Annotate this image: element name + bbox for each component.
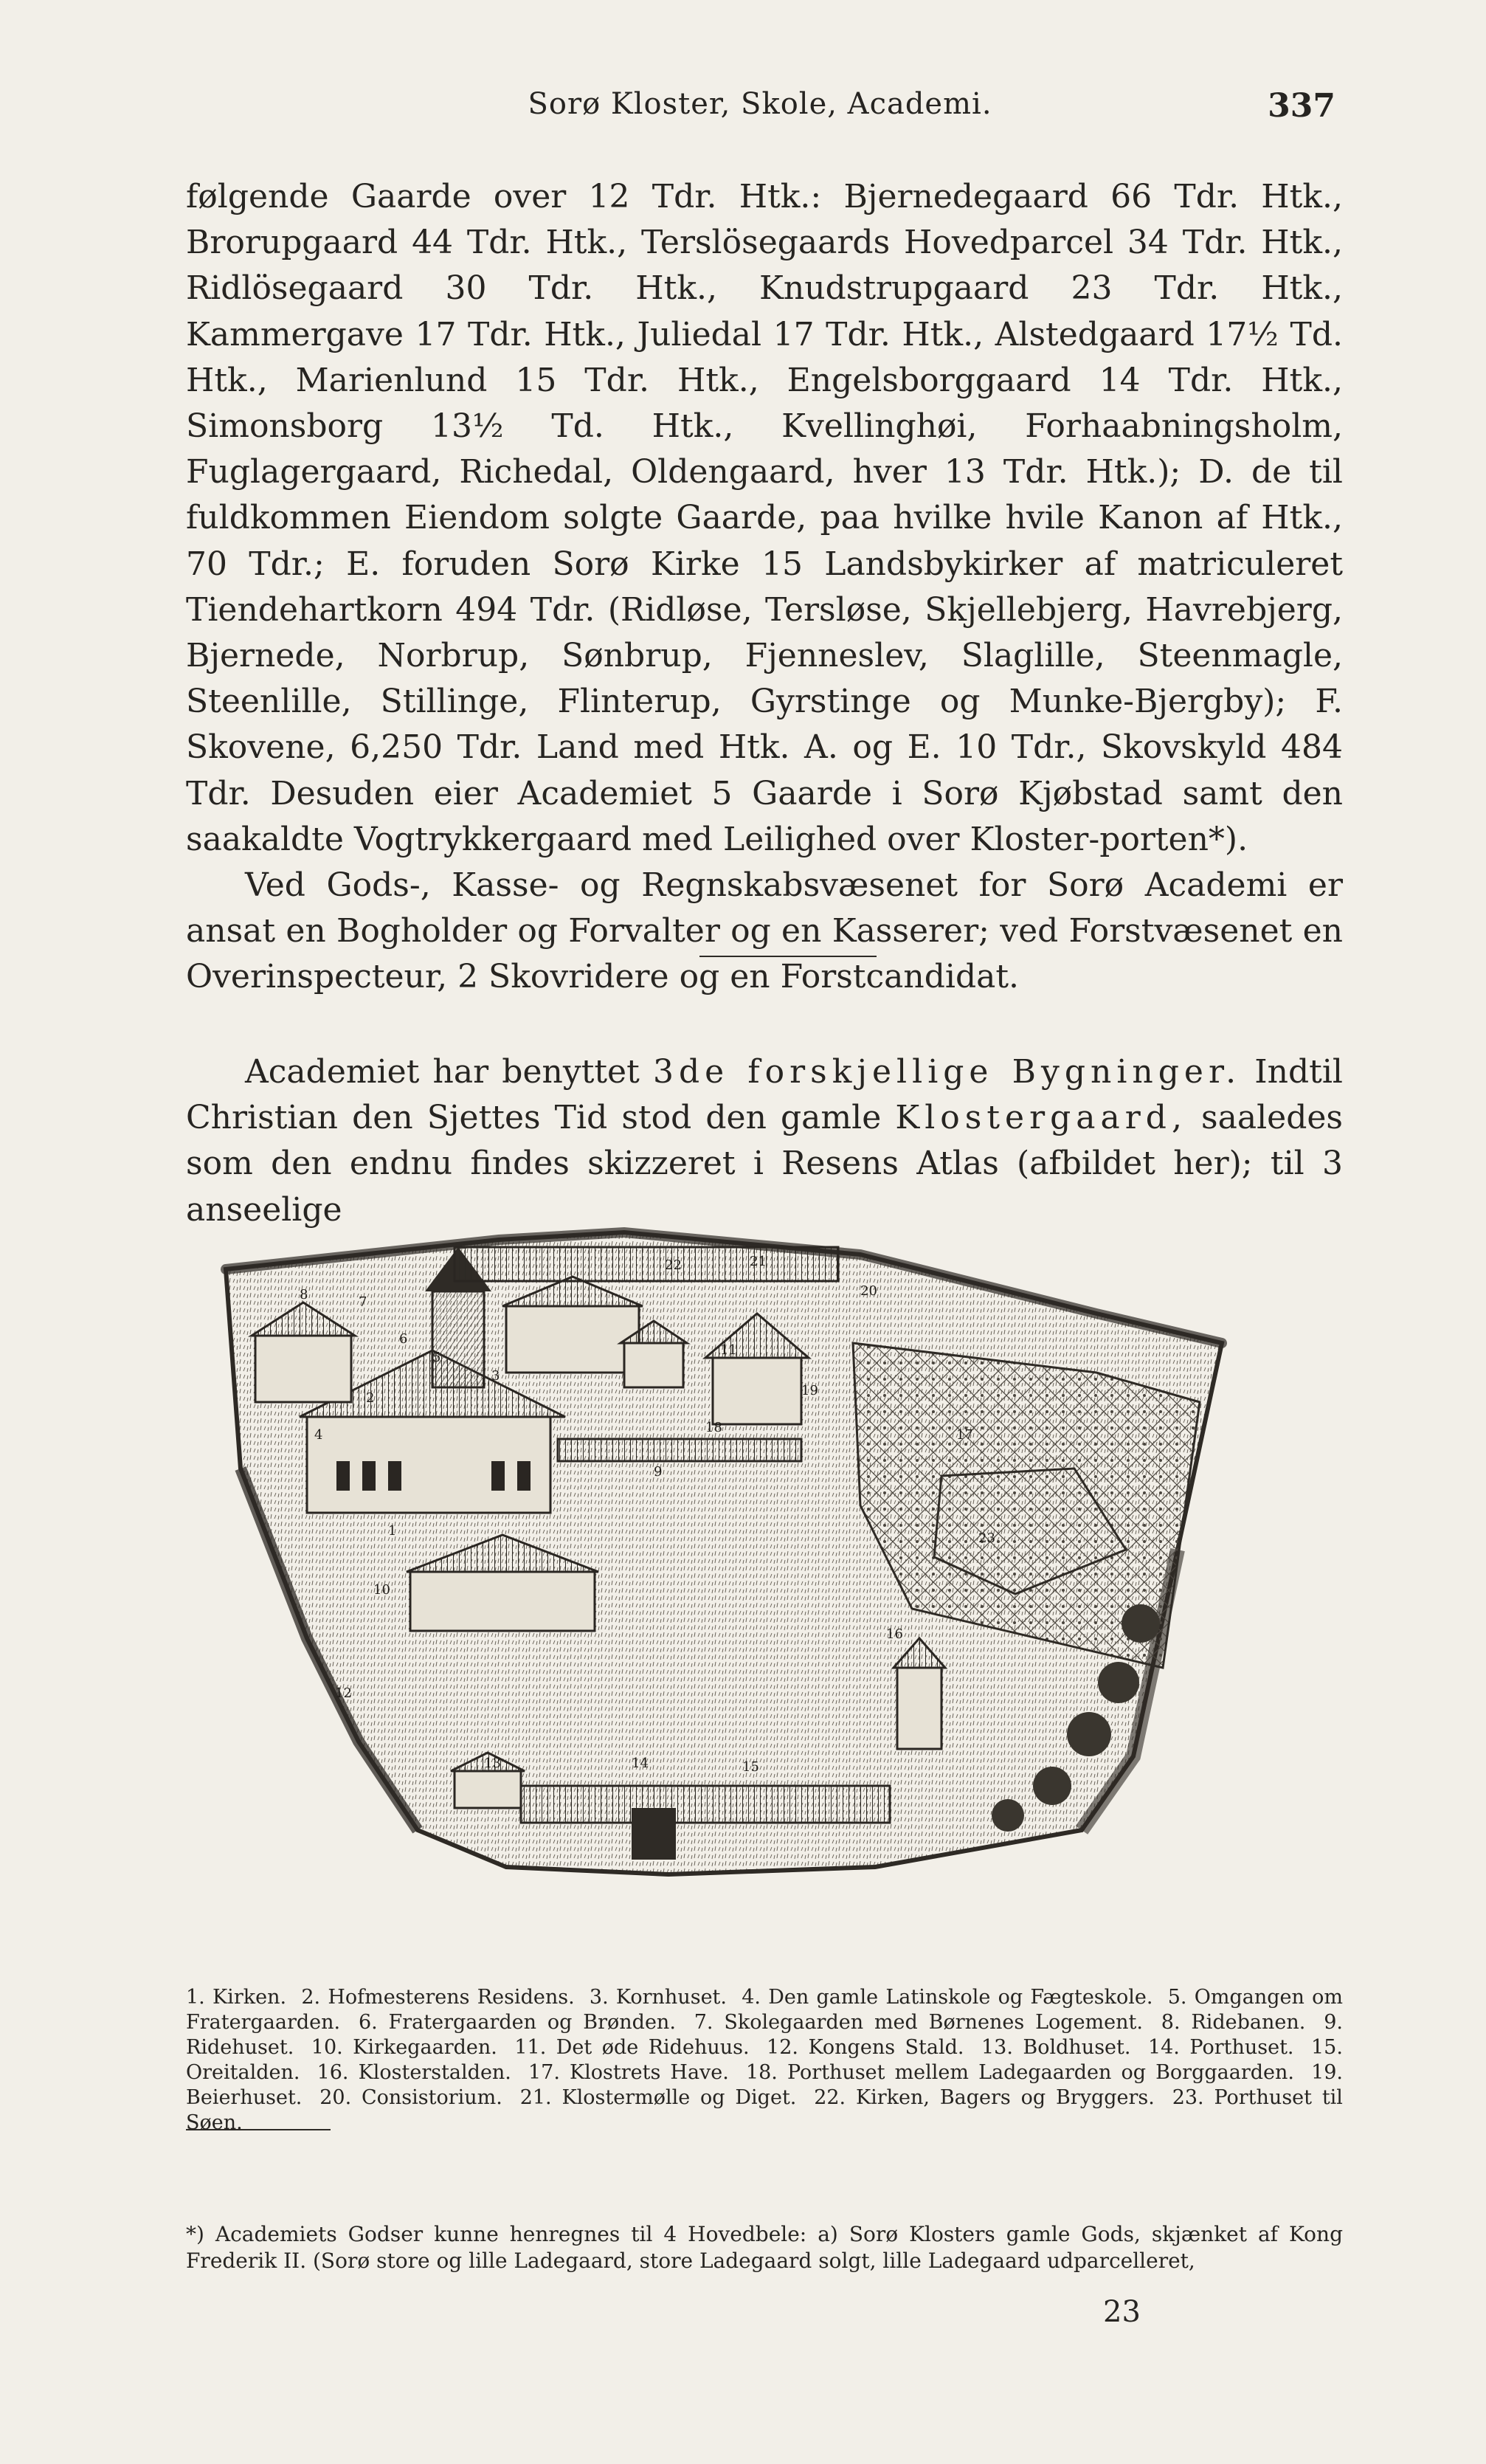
- svg-text:21: 21: [750, 1254, 767, 1269]
- legend-item: 1. Kirken.: [186, 1986, 287, 2009]
- boldhuset: [713, 1358, 801, 1424]
- legend-item: 12. Kongens Stald.: [767, 2036, 964, 2059]
- porthus-ladegaard: [897, 1668, 941, 1749]
- svg-text:23: 23: [978, 1530, 995, 1546]
- legend-item: 4. Den gamle Latinskole og Fægteskole.: [742, 1986, 1153, 2009]
- legend-item: 9. Ridehuset.: [186, 2011, 1343, 2059]
- svg-text:1: 1: [388, 1523, 397, 1539]
- legend-item: 15. Oreitalden.: [186, 2036, 1343, 2084]
- legend-item: 6. Fratergaarden og Brønden.: [358, 2011, 676, 2034]
- svg-text:4: 4: [314, 1427, 323, 1443]
- svg-text:18: 18: [705, 1420, 722, 1435]
- svg-text:12: 12: [335, 1685, 352, 1701]
- porthuset: [632, 1808, 676, 1860]
- buildings-intro: Academiet har benyttet: [245, 1053, 653, 1091]
- buildings-middle: Indtil Christian den Sjettes Tid stod den gamle: [186, 1053, 1343, 1137]
- north-range: [455, 1247, 838, 1281]
- legend-item: 5. Omgangen om Fratergaarden.: [186, 1986, 1344, 2034]
- klostergaard-emphasis: Klostergaard,: [895, 1099, 1187, 1137]
- hofmester-residens: [255, 1336, 351, 1402]
- buildings-end: saaledes som den endnu findes skizzeret i Resens Atlas (afbildet her); til 3 anseelige: [186, 1099, 1343, 1229]
- illustration-legend: [186, 1985, 1343, 2136]
- legend-item: 23. Porthuset til Søen.: [186, 2086, 1343, 2134]
- legend-item: 3. Kornhuset.: [589, 1986, 727, 2009]
- svg-text:16: 16: [886, 1626, 903, 1642]
- svg-text:2: 2: [366, 1390, 375, 1406]
- footnote: *) Academiets Godser kunne henregnes til 4 Hovedbele: a) Sorø Klosters gamle Gods, skjænket af Kong Frederik II. (Sorø store og lille Ladegaard, store Ladegaard solgt, lille Ladegaard udparcelleret,: [186, 2222, 1343, 2273]
- page-number: 337: [1268, 87, 1335, 125]
- footnote-divider: [186, 2129, 331, 2130]
- running-head: Sorø Kloster, Skole, Academi.: [528, 87, 992, 121]
- legend-item: 22. Kirken, Bagers og Bryggers.: [814, 2086, 1155, 2109]
- svg-text:11: 11: [720, 1342, 737, 1358]
- kongens-stald: [410, 1572, 595, 1631]
- legend-item: 18. Porthuset mellem Ladegaarden og Borggaarden.: [745, 2061, 1294, 2084]
- svg-text:6: 6: [399, 1331, 408, 1347]
- buildings-emphasis: 3de forskjellige Bygninger.: [652, 1053, 1242, 1091]
- paragraph-estates: følgende Gaarde over 12 Tdr. Htk.: Bjernedegaard 66 Tdr. Htk., Brorupgaard 44 Tdr. Htk., Terslösegaards Hovedparcel 34 Tdr. Htk., Ridlösegaard 30 Tdr. Htk., Knudstrupgaard 23 Tdr. Htk., Kammergave 17 Tdr. Htk., Juliedal 17 Tdr. Htk., Alstedgaard 17½ Td. Htk., Marienlund 15 Tdr. Htk., Engelsborggaard 14 Tdr. Htk., Simonsborg 13½ Td. Htk., Kvellinghøi, Forhaabningsholm, Fuglagergaard, Richedal, Oldengaard, hver 13 Tdr. Htk.); D. de til fuldkommen Eiendom solgte Gaarde, paa hvilke hvile Kanon af Htk., 70 Tdr.; E. foruden Sorø Kirke 15 Landsbykirker af matriculeret Tiendehartkorn 494 Tdr. (Ridløse, Tersløse, Skjellebjerg, Havrebjerg, Bjernede, Norbrup, Sønbrup, Fjenneslev, Slaglille, Steenmagle, Steenlille, Stillinge, Flinterup, Gyrstinge og Munke-Bjergby); F. Skovene, 6,250 Tdr. Land med Htk. A. og E. 10 Tdr., Skovskyld 484 Tdr. Desuden eier Academiet 5 Gaarde i Sorø Kjøbstad samt den saakaldte Vogtrykkergaard med Leilighed over Kloster-porten*).: [186, 178, 1343, 858]
- svg-text:13: 13: [484, 1756, 501, 1771]
- svg-text:15: 15: [742, 1759, 759, 1775]
- ridehuset: [624, 1343, 683, 1387]
- svg-text:7: 7: [359, 1294, 367, 1310]
- svg-text:9: 9: [654, 1464, 663, 1480]
- legend-item: 17. Klostrets Have.: [528, 2061, 729, 2084]
- legend-item: 19. Beierhuset.: [186, 2061, 1344, 2109]
- legend-item: 20. Consistorium.: [319, 2086, 502, 2109]
- legend-item: 13. Boldhuset.: [981, 2036, 1131, 2059]
- legend-item: 16. Klosterstalden.: [317, 2061, 511, 2084]
- porthus-range: [558, 1439, 801, 1461]
- svg-text:19: 19: [801, 1383, 818, 1398]
- kornhuset: [506, 1306, 639, 1373]
- svg-text:17: 17: [956, 1427, 973, 1443]
- legend-item: 14. Porthuset.: [1147, 2036, 1294, 2059]
- signature-mark: 23: [1103, 2295, 1141, 2329]
- svg-text:20: 20: [860, 1283, 877, 1299]
- svg-text:10: 10: [373, 1582, 390, 1598]
- paragraph-administration: Ved Gods-, Kasse- og Regnskabsvæsenet for Sorø Academi er ansat en Bogholder og Forvalter og en Kasserer; ved Forstvæsenet en Overinspecteur, 2 Skovridere og en Forstcandidat.: [186, 866, 1343, 996]
- page-header: [184, 87, 1335, 131]
- legend-item: 10. Kirkegaarden.: [311, 2036, 497, 2059]
- svg-text:14: 14: [632, 1756, 649, 1771]
- legend-item: 7. Skolegaarden med Børnenes Logement.: [694, 2011, 1143, 2034]
- boldhus-south: [455, 1771, 521, 1808]
- section-divider: [699, 956, 877, 957]
- svg-text:3: 3: [491, 1368, 500, 1384]
- body-text: [186, 174, 1343, 1001]
- svg-text:8: 8: [300, 1287, 308, 1302]
- legend-item: 11. Det øde Ridehuus.: [514, 2036, 750, 2059]
- paragraph-buildings: [186, 1049, 1343, 1233]
- legend-item: 21. Klostermølle og Diget.: [519, 2086, 797, 2109]
- legend-item: 8. Ridebanen.: [1161, 2011, 1306, 2034]
- engraving-svg: [211, 1225, 1237, 1963]
- south-range: [521, 1786, 890, 1823]
- legend-item: 2. Hofmesterens Residens.: [301, 1986, 575, 2009]
- svg-text:5: 5: [432, 1350, 441, 1365]
- svg-text:22: 22: [665, 1257, 682, 1273]
- klostergaard-engraving: [211, 1225, 1237, 1963]
- church-tower: [432, 1291, 484, 1387]
